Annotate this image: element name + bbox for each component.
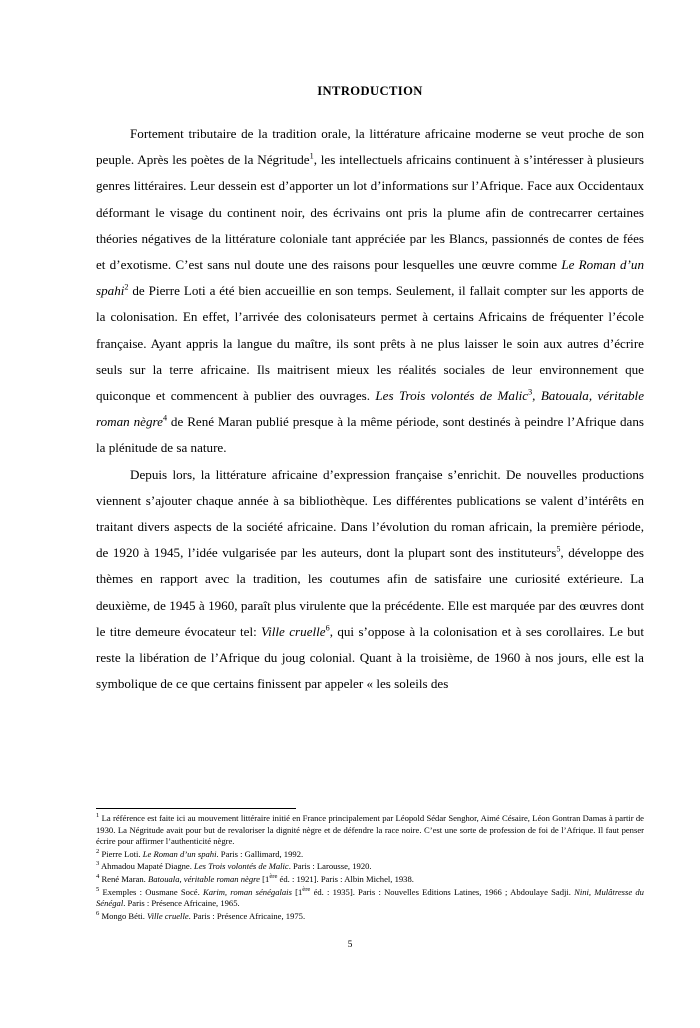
footnote-area (96, 808, 644, 923)
footnote-entry (96, 887, 644, 910)
italic-run: Le Roman d’un spahi (96, 257, 644, 299)
footnote-marker: ère (302, 885, 311, 893)
page-number: 5 (347, 939, 353, 950)
text-run: Fortement tributaire de la tradition orale, la littérature africaine moderne se veut proche de son peuple. Après les poètes de la Négritude (96, 126, 644, 168)
text-run: , (532, 388, 541, 404)
text-run: Depuis lors, la littérature africaine d’expression française s’enrichit. De nouvelles productions viennent s’ajouter chaque année à sa bibliothèque. Les différentes publications se valent d’intérêts en traitant divers aspects de la société africaine. Dans l’évolution du roman africain, la première période, de 1920 à 1945, l’idée vulgarisée par les auteurs, dont la plupart sont des instituteurs (96, 466, 644, 561)
text-run: La référence est faite ici au mouvement littéraire initié en France principalement par Léopold Sédar Senghor, Aimé Césaire, Léon Gontran Damas à partir de 1930. La Négritude avait pour but de revaloriser la dignité nègre et de défendre la race noire. C’est une sorte de profession de foi de l’Afrique. Il faut penser écrire pour affirmer l’authenticité nègre. (96, 813, 644, 847)
text-run: . Paris : Présence Africaine, 1965. (123, 898, 240, 909)
text-run: , qui s’oppose à la colonisation et à ses corollaires. Le but reste la libération de l’Afrique du joug colonial. Quant à la troisième, de 1960 à nos jours, elle est la symbolique de ce que certains finissent par appeler « les soleils des (96, 623, 644, 692)
text-run: . Paris : Larousse, 1920. (288, 861, 372, 872)
footnote-list (96, 813, 644, 922)
italic-run: Batouala, véritable roman nègre (96, 388, 645, 430)
italic-run: Les Trois volontés de Malic (194, 861, 289, 872)
footnote-entry (96, 874, 644, 886)
footnote-number: 4 (96, 873, 100, 881)
page-title: INTRODUCTION (317, 84, 423, 98)
text-run: Exemples : Ousmane Socé. (99, 886, 203, 897)
footnote-number: 5 (96, 885, 100, 893)
italic-run: Karim, roman sénégalais (202, 886, 292, 897)
footnote-marker: 1 (309, 151, 314, 161)
text-run: éd. : 1921]. Paris : Albin Michel, 1938. (277, 873, 414, 884)
footnote-marker: 2 (124, 282, 129, 292)
footnote-marker: 3 (528, 387, 533, 397)
footnote-entry (96, 911, 644, 923)
text-run: . Paris : Présence Africaine, 1975. (188, 910, 306, 921)
text-run: Pierre Loti. (99, 848, 143, 859)
body-paragraph (96, 121, 644, 462)
text-run: . Paris : Gallimard, 1992. (216, 848, 304, 859)
text-run: [1 (260, 873, 270, 884)
text-run: éd. : 1935]. Paris : Nouvelles Editions Latines, 1966 ; Abdoulaye Sadji. (310, 886, 575, 897)
italic-run: Ville cruelle (147, 910, 189, 921)
footnote-number: 1 (96, 812, 100, 820)
footnote-entry (96, 813, 644, 848)
italic-run: Les Trois volontés de Malic (375, 388, 529, 404)
text-run: de René Maran publié presque à la même période, sont destinés à peindre l’Afrique dans la plénitude de sa nature. (96, 414, 644, 456)
footnote-separator-rule (96, 808, 296, 809)
footnote-marker: 6 (325, 623, 330, 633)
footnote-marker: 4 (162, 413, 168, 423)
italic-run: Ville cruelle (261, 623, 326, 639)
text-run: [1 (291, 886, 303, 897)
italic-run: Nini, Mulâtresse du Sénégal (96, 886, 644, 909)
footnote-marker: ère (269, 873, 278, 881)
italic-run: Le Roman d’un spahi (142, 848, 217, 859)
text-run: , les intellectuels africains continuent à s’intéresser à plusieurs genres littéraires. Leur dessein est d’apporter un lot d’informations sur l’Afrique. Face aux Occidentaux déformant le visage du continent noir, des écrivains ont pris la plume afin de contrecarrer certaines théories négatives de la littérature coloniale tant appréciée par les Blancs, passionnés de contes de fées et d’exotisme. C’est sans nul doute une des raisons pour lesquelles une œuvre comme (96, 152, 644, 273)
page-body (96, 84, 644, 697)
text-run: Ahmadou Mapaté Diagne. (99, 861, 195, 872)
text-run: de Pierre Loti a été bien accueillie en son temps. Seulement, il fallait compter sur les apports de la colonisation. En effet, l’arrivée des colonisateurs permet à certains Africains de fréquenter l’école française. Ayant appris la langue du maître, ils sont prêts à ne plus laisser le soin aux autres d’écrire seuls sur la terre africaine. Ils maitrisent mieux les réalités sociales de leur environnement que quiconque et commencent à publier des ouvrages. (96, 283, 644, 404)
footnote-number: 3 (96, 860, 100, 868)
text-run: Mongo Béti. (99, 910, 148, 921)
footnote-number: 6 (96, 909, 100, 917)
footnote-number: 2 (96, 847, 100, 855)
footnote-entry (96, 861, 644, 873)
text-run: René Maran. (99, 873, 148, 884)
footnote-marker: 5 (556, 544, 561, 554)
footnote-entry (96, 849, 644, 861)
paragraph-container (96, 121, 644, 697)
body-paragraph (96, 462, 644, 698)
italic-run: Batouala, véritable roman nègre (147, 873, 261, 884)
text-run: , développe des thèmes en rapport avec la tradition, les coutumes afin de satisfaire une curiosité extérieure. La deuxième, de 1945 à 1960, paraît plus virulente que la précédente. Elle est marquée par des œuvres dont le titre demeure évocateur tel: (96, 545, 644, 639)
